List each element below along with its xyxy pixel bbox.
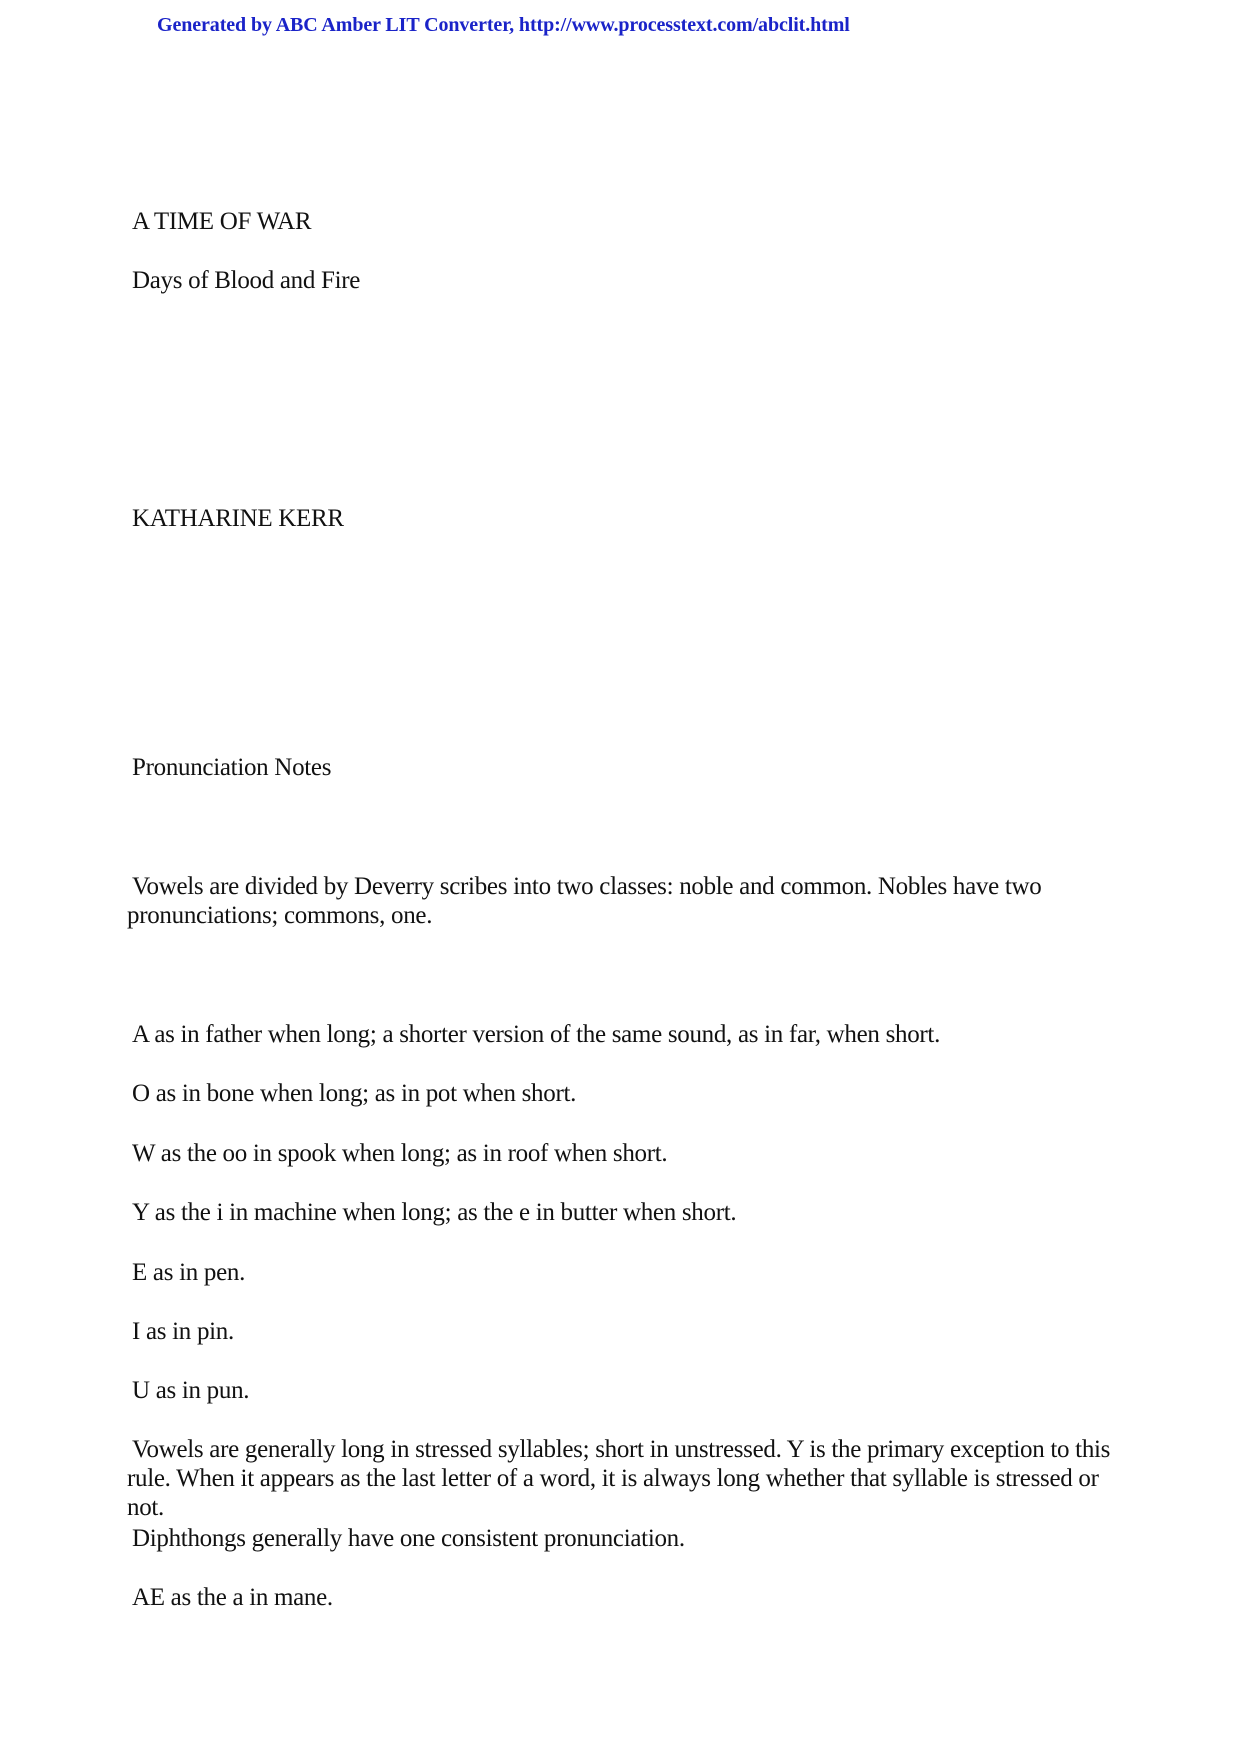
book-subtitle: Days of Blood and Fire xyxy=(132,267,361,294)
intro-paragraph: Vowels are divided by Deverry scribes into two classes: noble and common. Nobles have two pronunciations; commons, one. xyxy=(127,873,1042,929)
section-heading: Pronunciation Notes xyxy=(132,754,332,781)
vowel-note-y: Y as the i in machine when long; as the e in butter when short. xyxy=(132,1199,737,1226)
stress-rule-paragraph: Vowels are generally long in stressed syllables; short in unstressed. Y is the primary exception to this rule. When it appears as the last letter of a word, it is always long whether that syllable is stressed or not. xyxy=(127,1436,1111,1521)
vowel-note-o: O as in bone when long; as in pot when short. xyxy=(132,1080,577,1107)
vowel-note-u: U as in pun. xyxy=(132,1377,250,1404)
author-name: KATHARINE KERR xyxy=(132,505,344,532)
diphthongs-intro: Diphthongs generally have one consistent pronunciation. xyxy=(132,1525,685,1552)
vowel-note-i: I as in pin. xyxy=(132,1318,234,1345)
converter-banner-link[interactable]: Generated by ABC Amber LIT Converter, http://www.processtext.com/abclit.html xyxy=(157,14,850,36)
vowel-note-a: A as in father when long; a shorter version of the same sound, as in far, when short. xyxy=(132,1021,941,1048)
book-title: A TIME OF WAR xyxy=(132,208,312,235)
diphthong-note-ae: AE as the a in mane. xyxy=(132,1584,333,1611)
vowel-note-e: E as in pen. xyxy=(132,1259,246,1286)
vowel-note-w: W as the oo in spook when long; as in roof when short. xyxy=(132,1140,668,1167)
